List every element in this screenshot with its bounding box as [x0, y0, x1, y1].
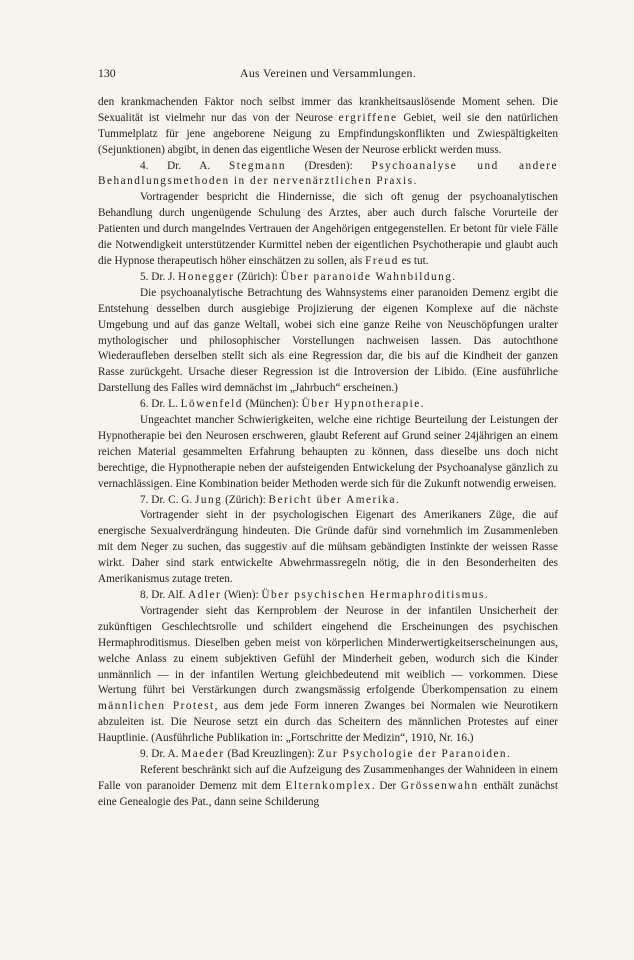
spaced-text: Zur Psychologie der Paranoiden.: [317, 748, 512, 761]
spaced-text: Honegger: [178, 270, 235, 283]
text-run: Vortragender bespricht die Hindernisse, die sich oft genug der psychoanalytischen Behandlung durch ungenügende Schulung des Arztes, aber auch durch falsche Vorurteile der Patienten und durch mangelndes Vertrauen der Angehörigen entgegenstellen. Er betont für viele Fälle die Notwendigkeit unterstützender Kurmittel neben der eigentlichen Psychotherapie und glaubt auch die Hypnose therapeutisch höher einschätzen zu sollen, als: [98, 191, 558, 267]
body-paragraph: [98, 286, 558, 397]
text-run: 5. Dr. J.: [140, 270, 179, 283]
body-paragraph: [98, 413, 558, 493]
text-run: 7. Dr. C. G.: [140, 493, 196, 506]
text-run: (Zürich):: [222, 493, 269, 506]
spaced-text: Stegmann: [228, 159, 286, 172]
text-run: 6. Dr. L.: [140, 398, 181, 411]
spaced-text: Adler: [188, 589, 222, 601]
lecture-heading: [98, 270, 558, 286]
text-run: den krankmachenden Faktor noch selbst immer das krankheitsauslösende Moment sehen. Die Sexualität ist vielmehr nur das von der Neurose: [98, 95, 558, 124]
text-run: Vortragender sieht das Kernproblem der Neurose in der infantilen Unsicherheit der zukünftigen Geschlechtsrolle und schildert eingehend die Erscheinungen des psychischen Hermaphroditismus. Dieselben geben meist von körperlichen Minderwertigkeitserscheinungen aus, welche Anlass zu einem subjektiven Gefühl der Minderheit geben, wodurch sich die Kinder unmännlich — in der infantilen Wertung gleichbedeutend mit weiblich — vorkommen. Diese Wertung führt bei Verstärkungen durch zwangsmässig erfolgende Überkompensation zu einem: [98, 604, 558, 697]
body-paragraph: [98, 763, 558, 811]
text-run: , aus dem jede Form inneren Zwanges bei Normalen wie Neurotikern abzuleiten ist. Die Neurose setzt ein durch das Scheitern des männlichen Protestes auf einer Hauptlinie. (Ausführliche Publikation in: „Fortschritte der Medizin“, 1910, Nr. 16.): [98, 700, 558, 745]
lecture-heading: [98, 493, 558, 509]
spaced-text: männlichen Protest: [98, 700, 215, 713]
text-run: enthält zunächst eine Genealogie des Pat., dann seine Schilderung: [98, 779, 558, 808]
text-run: Die psychoanalytische Betrachtung des Wahnsystems einer paranoiden Demenz ergibt die Entstehung desselben durch ausgiebige Projizierung der eigenen Komplexe auf die nächste Umgebung und auf das ganze Weltall, wobei sich eine ganze Reihe von Neuschöpfungen uralter mythologischer und philosophischer Vorstellungen nachweisen lassen. Das autochthone Wiederaufleben derselben stellt sich als eine Regression dar, die bis auf die Kindheit der ganzen Rasse zurückgeht. Ursache dieser Regression ist die Introversion der Libido. (Eine ausführliche Darstellung des Falles wird demnächst im „Jahrbuch“ erscheinen.): [98, 286, 558, 395]
text-run: (Bad Kreuzlingen):: [224, 748, 318, 761]
spaced-text: Über psychischen Hermaphroditismus.: [261, 589, 490, 601]
body-paragraph: [98, 95, 558, 159]
spaced-text: Psychoanalyse und andere Behandlungsmethoden in der nervenärztlichen Praxis.: [98, 159, 558, 188]
text-run: Gebiet, weil sie den natürlichen Tummelplatz für jene angeborene Neigung zu Empfindungskonflikten und Zwiespältigkeiten (Sejunktionen) abgibt, in denen das eigentliche Wesen der Neurose erblickt werden muss.: [98, 111, 558, 156]
running-title: Aus Vereinen und Versammlungen.: [240, 66, 416, 80]
text-run: Vortragender sieht in der psychologischen Eigenart des Amerikaners Züge, die auf energische Sexualverdrängung hindeuten. Die Gründe dafür sind vornehmlich im Zusammenleben mit dem Neger zu suchen, das suggestiv auf die mühsam gebändigten Instinkte der weissen Rasse wirkt. Daher sind stark entwickelte Abwehrmassregeln nötig, die in den Besonderheiten des Amerikanismus zutage treten.: [98, 509, 558, 586]
lecture-heading: [98, 159, 558, 191]
text-run: Ungeachtet mancher Schwierigkeiten, welche eine richtige Beurteilung der Leistungen der Hypnotherapie bei den Neurosen erschweren, glaubt Referent auf Grund seiner 24jährigen an einem reichen Material gesammelten Erfahrung behaupten zu können, dass dieselbe uns doch nicht berechtige, die Hypnotherapie neben der aufsteigenden Entwickelung der Psychoanalyse gänzlich zu vernachlässigen. Eine Kombination beider Methoden werde sich für die Zukunft notwendig erweisen.: [98, 414, 558, 490]
spaced-text: Maeder: [181, 748, 225, 761]
spaced-text: ergriffene: [338, 111, 398, 124]
body-text: [98, 95, 558, 811]
text-run: 8. Dr. Alf.: [140, 589, 189, 601]
spaced-text: Jung: [195, 493, 223, 506]
spaced-text: Bericht über Amerika.: [268, 493, 401, 506]
text-run: es tut.: [398, 254, 429, 267]
spaced-text: Über Hypnotherapie.: [301, 398, 426, 411]
page-number: 130: [98, 66, 116, 80]
text-run: . Der: [371, 779, 401, 792]
text-run: (Zürich):: [234, 270, 281, 283]
body-paragraph: [98, 508, 558, 588]
spaced-text: Über paranoide Wahnbildung.: [280, 270, 457, 283]
body-paragraph: [98, 604, 558, 747]
spaced-text: Grössenwahn: [400, 779, 479, 792]
text-run: 4. Dr. A.: [140, 159, 229, 172]
text-run: (Wien):: [221, 589, 262, 601]
spaced-text: Löwenfeld: [180, 398, 243, 411]
text-run: (Dresden):: [285, 159, 372, 172]
lecture-heading: [98, 397, 558, 413]
text-run: (München):: [242, 398, 302, 411]
text-run: 9. Dr. A.: [140, 748, 182, 761]
body-paragraph: [98, 190, 558, 270]
page-header: [98, 66, 558, 82]
document-page: [98, 66, 558, 811]
text-run: Referent beschränkt sich auf die Aufzeigung des Zusammenhanges der Wahnideen in einem Falle von paranoider Demenz mit dem: [98, 763, 558, 792]
spaced-text: Elternkomplex: [285, 779, 372, 792]
lecture-heading: [98, 747, 558, 763]
lecture-heading: [98, 588, 558, 604]
spaced-text: Freud: [365, 254, 399, 267]
